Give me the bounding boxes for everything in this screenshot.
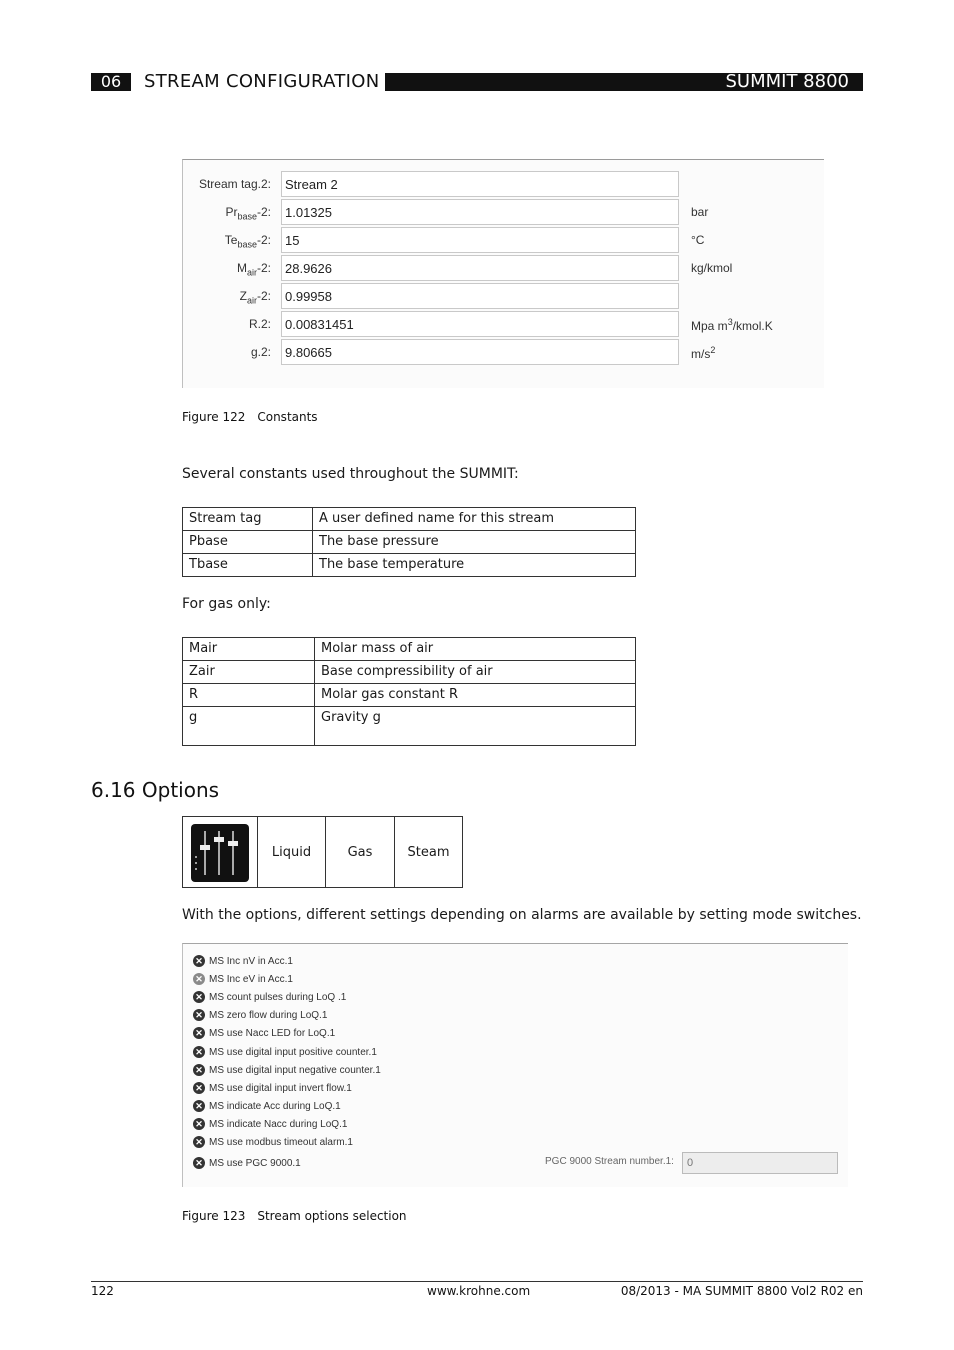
constant-row bbox=[183, 339, 823, 365]
section-title: 6.16 Options bbox=[91, 778, 220, 802]
constant-row bbox=[183, 311, 823, 337]
option-item[interactable]: ✕ MS use digital input negative counter.1 bbox=[193, 1062, 381, 1078]
constant-label: $Pr_{base}-2$: bbox=[225, 205, 271, 222]
constant-unit: °C bbox=[691, 233, 705, 247]
table-row bbox=[183, 508, 636, 531]
pgc-stream-input[interactable]: 0 bbox=[682, 1152, 838, 1174]
constant-row bbox=[183, 227, 823, 253]
figure-123-caption: Figure 123 Stream options selection bbox=[182, 1209, 407, 1223]
constant-row bbox=[183, 171, 823, 197]
option-item[interactable]: ✕ MS zero flow during LoQ.1 bbox=[193, 1007, 327, 1023]
disabled-x-icon: ✕ bbox=[193, 1100, 205, 1112]
table-row bbox=[183, 554, 636, 577]
mair-input[interactable]: 28.9626 bbox=[281, 255, 679, 281]
zair-input[interactable]: 0.99958 bbox=[281, 283, 679, 309]
table-cell: The base pressure bbox=[313, 531, 636, 554]
figure-122-caption: Figure 122 Constants bbox=[182, 410, 318, 424]
constant-row bbox=[183, 283, 823, 309]
pbase-input[interactable]: 1.01325 bbox=[281, 199, 679, 225]
table-cell: Molar gas constant R bbox=[315, 684, 636, 707]
table-cell: Pbase bbox=[183, 531, 313, 554]
constant-row bbox=[183, 199, 823, 225]
constant-unit: Mpa $m^3/kmol.K$ bbox=[691, 317, 773, 333]
table-row bbox=[183, 531, 636, 554]
disabled-x-icon: ✕ bbox=[193, 1064, 205, 1076]
table-cell: R bbox=[183, 684, 315, 707]
options-tabs bbox=[182, 816, 463, 888]
table-cell: The base temperature bbox=[313, 554, 636, 577]
constant-unit: $m/s^2$ bbox=[691, 345, 716, 361]
constant-label: Stream tag.2: bbox=[198, 177, 271, 191]
option-item[interactable]: ✕ MS count pulses during LoQ .1 bbox=[193, 989, 346, 1005]
table-row bbox=[183, 684, 636, 707]
stream-tag-input[interactable]: Stream 2 bbox=[281, 171, 679, 197]
header-bar bbox=[385, 73, 863, 91]
disabled-x-icon: ✕ bbox=[193, 1118, 205, 1130]
table-cell: A user defined name for this stream bbox=[313, 508, 636, 531]
chapter-title: STREAM CONFIGURATION bbox=[144, 71, 380, 92]
product-name: SUMMIT 8800 bbox=[725, 71, 849, 92]
option-item[interactable]: ✕ MS Inc eV in Acc.1 bbox=[193, 971, 293, 987]
mode-switch-icon bbox=[183, 817, 258, 887]
g-input[interactable]: 9.80665 bbox=[281, 339, 679, 365]
intro-text: Several constants used throughout the SUMMIT: bbox=[182, 466, 519, 482]
constant-label: $Te_{base}-2$: bbox=[224, 233, 271, 250]
table-row bbox=[183, 661, 636, 684]
table-cell: Mair bbox=[183, 638, 315, 661]
table-cell: g bbox=[183, 707, 315, 746]
disabled-x-icon: ✕ bbox=[193, 1082, 205, 1094]
tbase-input[interactable]: 15 bbox=[281, 227, 679, 253]
gas-constants-table bbox=[182, 637, 636, 746]
gas-only-text: For gas only: bbox=[182, 596, 271, 612]
option-item[interactable]: ✕ MS indicate Nacc during LoQ.1 bbox=[193, 1116, 347, 1132]
constant-row bbox=[183, 255, 823, 281]
constant-label: $Z_{air}-2$: bbox=[239, 289, 271, 306]
page-number: 122 bbox=[91, 1284, 114, 1298]
table-cell: Stream tag bbox=[183, 508, 313, 531]
website-link[interactable]: www.krohne.com bbox=[427, 1284, 531, 1298]
constant-label: R.2: bbox=[248, 317, 271, 331]
option-item[interactable]: ✕ MS use modbus timeout alarm.1 bbox=[193, 1134, 353, 1150]
disabled-x-icon: ✕ bbox=[193, 973, 205, 985]
table-cell: Base compressibility of air bbox=[315, 661, 636, 684]
option-item[interactable]: ✕ MS use digital input positive counter.1 bbox=[193, 1044, 377, 1060]
option-item[interactable]: ✕ MS Inc nV in Acc.1 bbox=[193, 953, 293, 969]
tab-gas[interactable]: Gas bbox=[326, 817, 395, 887]
table-cell: Zair bbox=[183, 661, 315, 684]
table-cell: Molar mass of air bbox=[315, 638, 636, 661]
option-item[interactable]: ✕ MS use PGC 9000.1 bbox=[193, 1155, 301, 1171]
table-row bbox=[183, 707, 636, 746]
constants-table bbox=[182, 507, 636, 577]
option-item[interactable]: ✕ MS use Nacc LED for LoQ.1 bbox=[193, 1025, 335, 1041]
table-cell: Gravity g bbox=[315, 707, 636, 746]
table-row bbox=[183, 638, 636, 661]
disabled-x-icon: ✕ bbox=[193, 1009, 205, 1021]
option-item[interactable]: ✕ MS use digital input invert flow.1 bbox=[193, 1080, 352, 1096]
disabled-x-icon: ✕ bbox=[193, 1027, 205, 1039]
options-text: With the options, different settings depending on alarms are available by setting mode switches. bbox=[182, 907, 862, 923]
r-input[interactable]: 0.00831451 bbox=[281, 311, 679, 337]
tab-liquid[interactable]: Liquid bbox=[258, 817, 326, 887]
pgc-stream-label: PGC 9000 Stream number.1: bbox=[545, 1156, 674, 1167]
disabled-x-icon: ✕ bbox=[193, 991, 205, 1003]
footer-divider bbox=[91, 1281, 863, 1282]
chapter-number: 06 bbox=[91, 73, 131, 91]
disabled-x-icon: ✕ bbox=[193, 1046, 205, 1058]
tab-steam[interactable]: Steam bbox=[407, 844, 450, 860]
table-cell: Tbase bbox=[183, 554, 313, 577]
disabled-x-icon: ✕ bbox=[193, 955, 205, 967]
disabled-x-icon: ✕ bbox=[193, 1157, 205, 1169]
constant-unit: bar bbox=[691, 205, 709, 219]
constant-unit: kg/kmol bbox=[691, 261, 733, 275]
constant-label: g.2: bbox=[250, 345, 271, 359]
disabled-x-icon: ✕ bbox=[193, 1136, 205, 1148]
document-id: 08/2013 - MA SUMMIT 8800 Vol2 R02 en bbox=[620, 1284, 863, 1298]
option-item[interactable]: ✕ MS indicate Acc during LoQ.1 bbox=[193, 1098, 341, 1114]
constants-screenshot bbox=[182, 159, 824, 388]
constant-label: $M_{air}-2$: bbox=[236, 261, 271, 278]
stream-options-screenshot bbox=[182, 943, 848, 1187]
